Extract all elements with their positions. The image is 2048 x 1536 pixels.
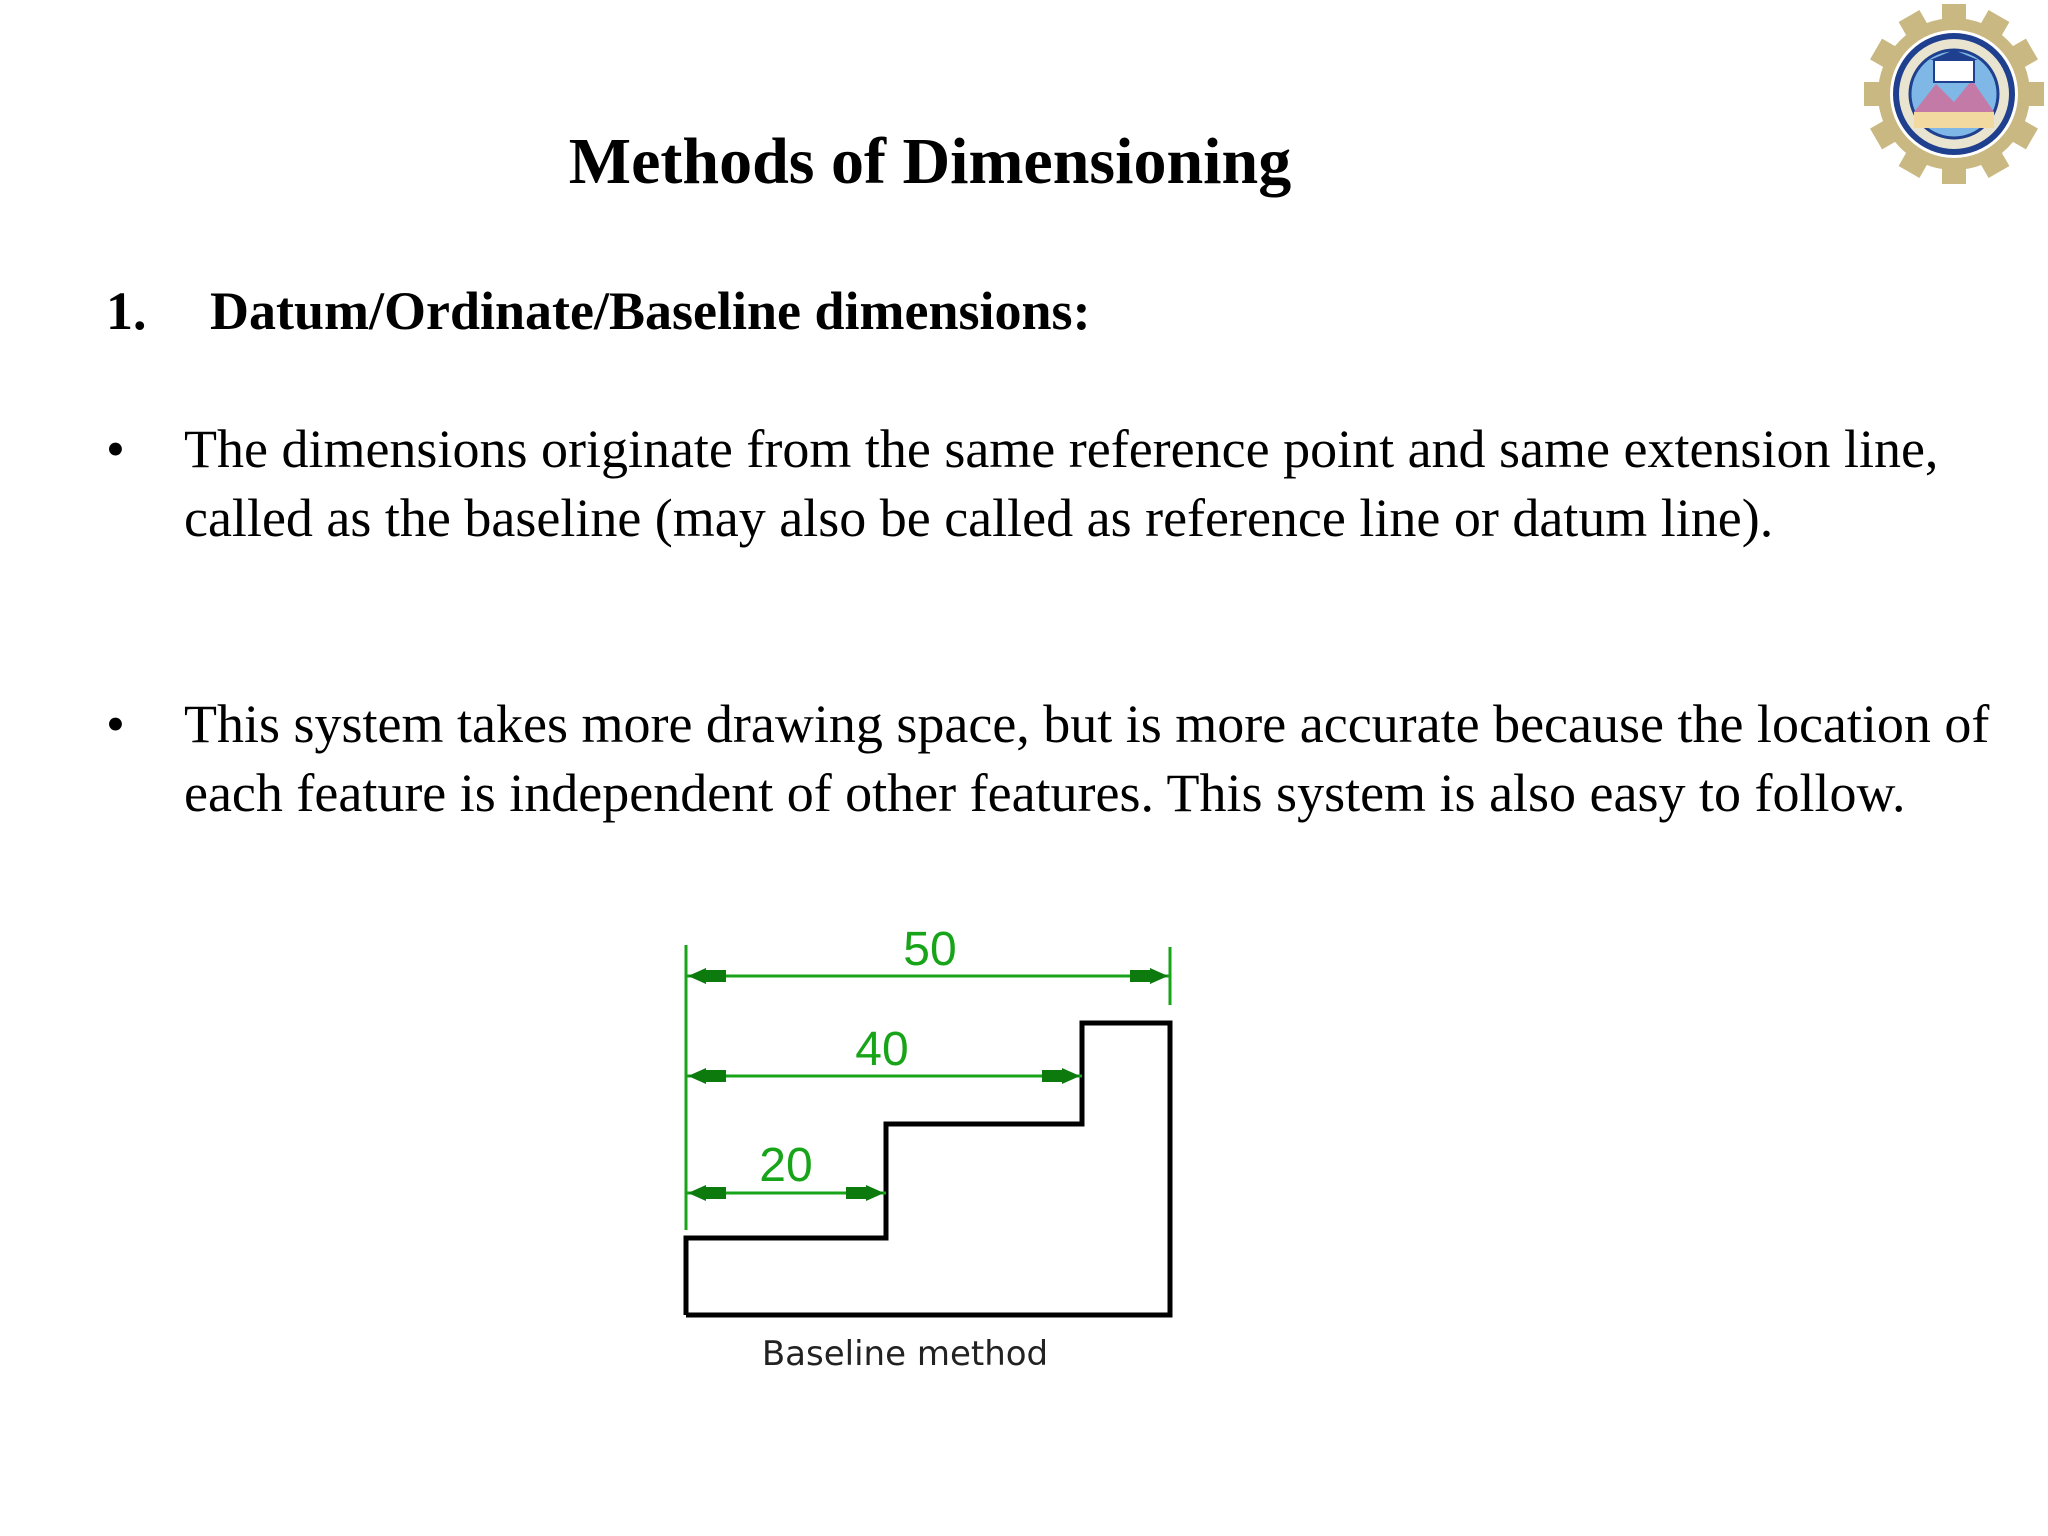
figure-caption: Baseline method <box>761 1334 1049 1374</box>
bullet-marker-icon: • <box>106 694 125 754</box>
heading-text: Datum/Ordinate/Baseline dimensions: <box>210 281 1091 341</box>
arrowhead-icon <box>1150 968 1168 984</box>
university-seal-gear-icon <box>1860 4 2048 184</box>
dimension-label-40: 40 <box>855 1023 909 1076</box>
bullet-item <box>106 415 2006 553</box>
arrowhead-icon <box>688 1185 706 1201</box>
bullet-item <box>106 690 2006 828</box>
dimension-label-20: 20 <box>759 1139 813 1192</box>
arrowhead-icon <box>704 970 726 982</box>
baseline-dimension-drawing <box>660 905 1220 1365</box>
arrowhead-icon <box>1062 1068 1080 1084</box>
dimension-label-50: 50 <box>903 923 957 976</box>
heading-number: 1. <box>106 281 147 341</box>
arrowhead-icon <box>688 1068 706 1084</box>
arrowhead-icon <box>704 1187 726 1199</box>
arrowhead-icon <box>1130 970 1152 982</box>
arrowhead-icon <box>846 1187 868 1199</box>
slide-title: Methods of Dimensioning <box>568 125 1292 198</box>
arrowhead-icon <box>688 968 706 984</box>
bullet-text: This system takes more drawing space, but is more accurate because the location of each feature is independent of other features. This system is also easy to follow. <box>184 694 1990 823</box>
arrowhead-icon <box>866 1185 884 1201</box>
bullet-marker-icon: • <box>106 419 125 479</box>
bullet-text: The dimensions originate from the same reference point and same extension line, called as the baseline (may also be called as reference line or datum line). <box>184 419 1939 548</box>
arrowhead-icon <box>704 1070 726 1082</box>
section-heading <box>106 278 1091 344</box>
arrowhead-icon <box>1042 1070 1064 1082</box>
